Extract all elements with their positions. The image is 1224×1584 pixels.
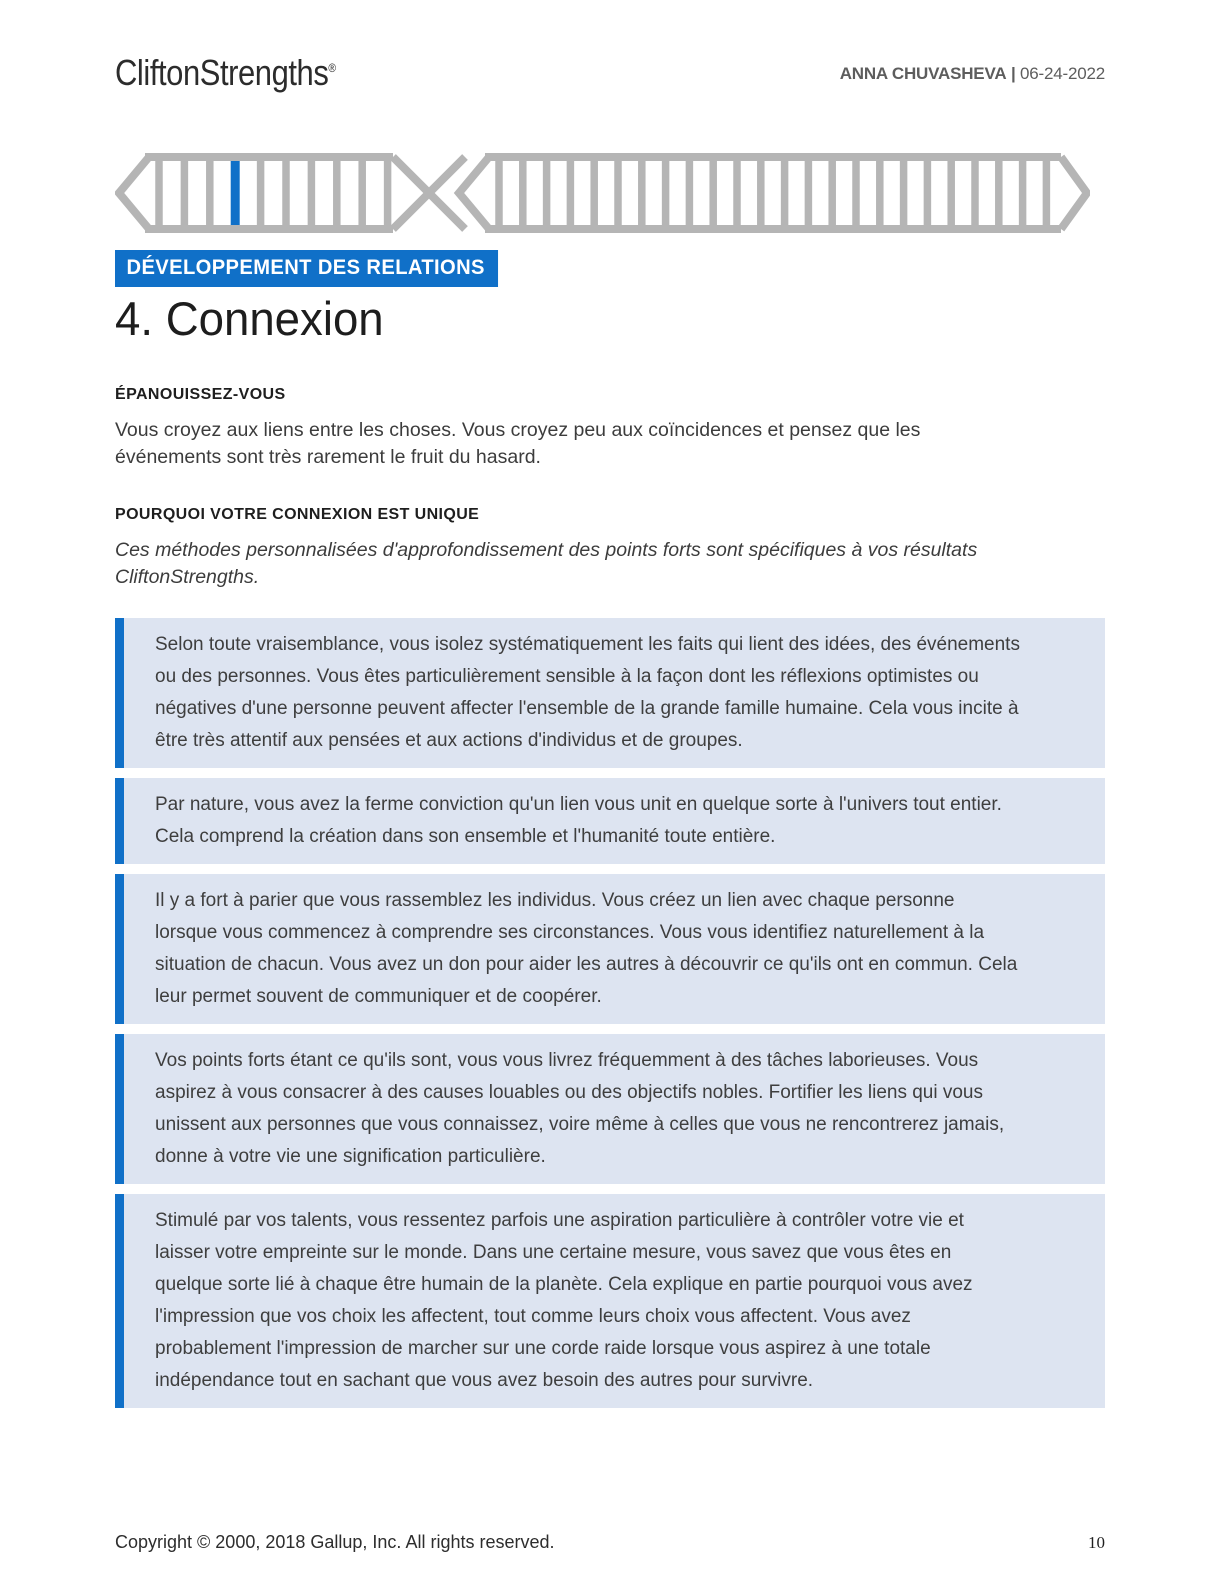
domain-badge: DÉVELOPPEMENT DES RELATIONS [115, 250, 498, 287]
thrive-paragraph: Vous croyez aux liens entre les choses. Vous croyez peu aux coïncidences et pensez que les événements sont très rarement le fruit du hasard. [115, 419, 921, 468]
theme-title: 4. Connexion [115, 292, 384, 345]
cliftonstrengths-logo [115, 52, 336, 94]
page-footer [115, 1532, 1105, 1553]
section-heading-unique: POURQUOI VOTRE CONNEXION EST UNIQUE [115, 506, 480, 523]
insight-box: Stimulé par vos talents, vous ressentez parfois une aspiration particulière à contrôler votre vie et laisser votre empreinte sur le monde. Dans une certaine mesure, vous savez que vous êtes en quelque sorte lié à chaque être humain de la planète. Cela explique en partie pourquoi vous avez l'impression que vos choix les affectent, tout comme leurs choix vous affectent. Vous avez probablement l'impression de marcher sur une corde raide lorsque vous aspirez à une totale indépendance tout en sachant que vous avez besoin des autres pour survivre. [115, 1194, 1105, 1408]
strength-dna-strand-svg [115, 150, 1090, 236]
page-header [115, 0, 1105, 94]
insight-box: Il y a fort à parier que vous rassemblez les individus. Vous créez un lien avec chaque personne lorsque vous commencez à comprendre ses circonstances. Vous vous identifiez naturellement à la situation de chacun. Vous avez un don pour aider les autres à découvrir ce qu'ils ont en commun. Cela leur permet souvent de communiquer et de coopérer. [115, 874, 1105, 1024]
meta-separator: | [1010, 64, 1016, 83]
report-date: 06-24-2022 [1020, 64, 1105, 83]
registered-trademark-icon: ® [328, 61, 336, 75]
copyright-text: Copyright © 2000, 2018 Gallup, Inc. All rights reserved. [115, 1532, 555, 1552]
unique-paragraph: Ces méthodes personnalisées d'approfondissement des points forts sont spécifiques à vos résultats CliftonStrengths. [115, 539, 978, 588]
insight-boxes [115, 618, 1105, 1408]
logo-text: CliftonStrengths [115, 52, 329, 93]
report-meta [840, 64, 1105, 84]
insight-box: Selon toute vraisemblance, vous isolez systématiquement les faits qui lient des idées, des événements ou des personnes. Vous êtes particulièrement sensible à la façon dont les réflexions optimistes ou négatives d'une personne peuvent affecter l'ensemble de la grande famille humaine. Cela vous incite à être très attentif aux pensées et aux actions d'individus et de groupes. [115, 618, 1105, 768]
insight-box: Vos points forts étant ce qu'ils sont, vous vous livrez fréquemment à des tâches laborieuses. Vous aspirez à vous consacrer à des causes louables ou des objectifs nobles. Fortifier les liens qui vous unissent aux personnes que vous connaissez, voire même à celles que vous ne rencontrerez jamais, donne à votre vie une signification particulière. [115, 1034, 1105, 1184]
page-number: 10 [1088, 1533, 1105, 1552]
report-owner: ANNA CHUVASHEVA [839, 64, 1007, 83]
insight-box: Par nature, vous avez la ferme conviction qu'un lien vous unit en quelque sorte à l'univers tout entier. Cela comprend la création dans son ensemble et l'humanité toute entière. [115, 778, 1105, 864]
section-heading-thrive: ÉPANOUISSEZ-VOUS [115, 386, 286, 403]
